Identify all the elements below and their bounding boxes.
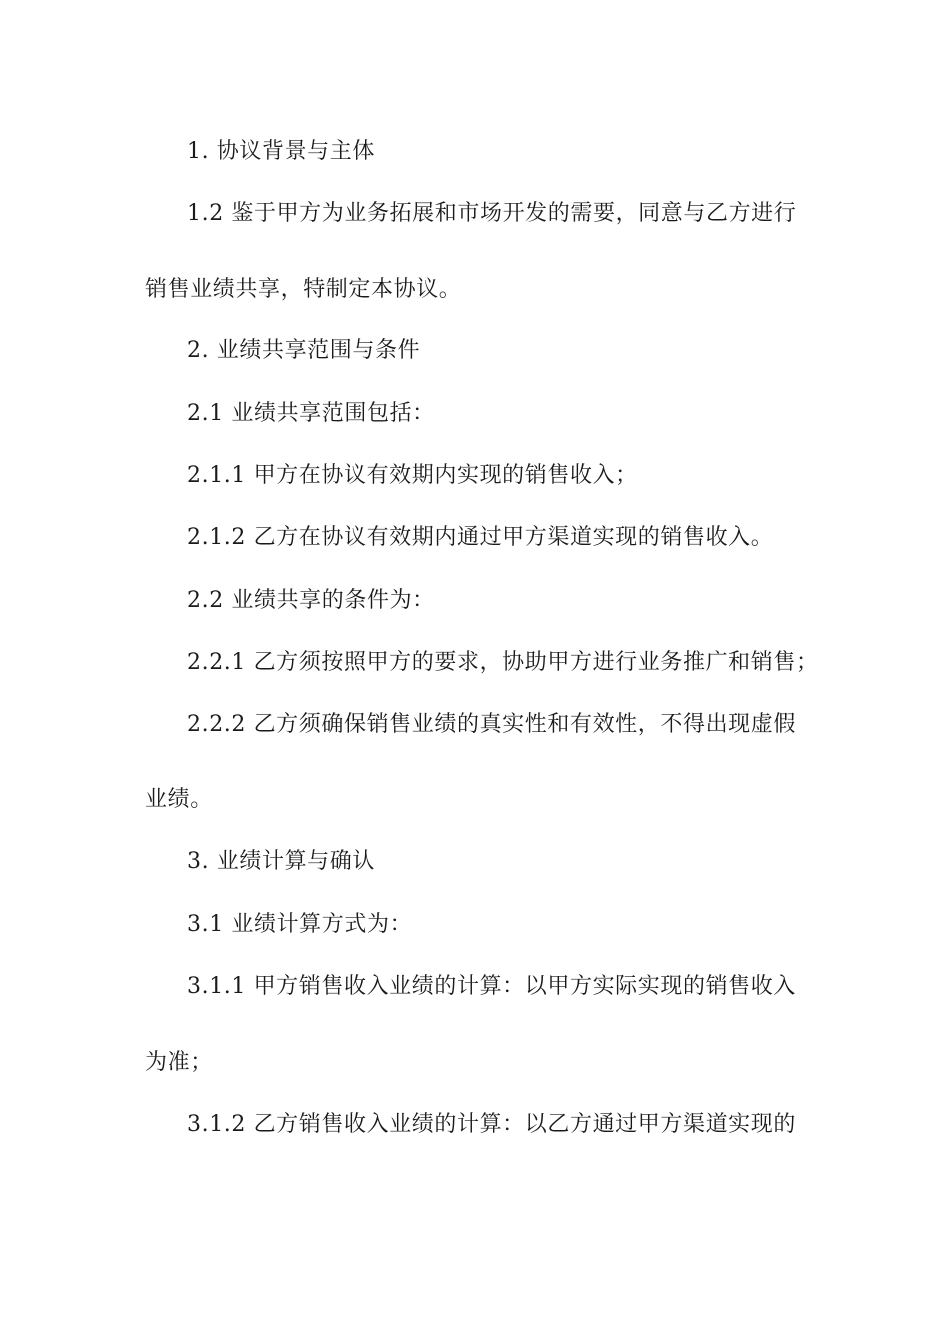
clause-3-1-1-line-1: 3.1.1 甲方销售收入业绩的计算：以甲方实际实现的销售收入	[187, 974, 796, 999]
heading-3: 3. 业绩计算与确认	[187, 849, 375, 874]
clause-2-1: 2.1 业绩共享范围包括：	[187, 401, 435, 426]
clause-2-2-1: 2.2.1 乙方须按照甲方的要求，协助甲方进行业务推广和销售；	[187, 650, 819, 675]
clause-2-2-2-line-1: 2.2.2 乙方须确保销售业绩的真实性和有效性，不得出现虚假	[187, 712, 796, 737]
clause-1-2-line-2: 销售业绩共享，特制定本协议。	[145, 277, 462, 302]
heading-1: 1. 协议背景与主体	[187, 139, 375, 164]
clause-3-1-2-line-1: 3.1.2 乙方销售收入业绩的计算：以乙方通过甲方渠道实现的	[187, 1112, 796, 1137]
clause-2-2-2-line-2: 业绩。	[145, 787, 213, 812]
clause-2-2: 2.2 业绩共享的条件为：	[187, 588, 435, 613]
clause-2-1-1: 2.1.1 甲方在协议有效期内实现的销售收入；	[187, 463, 638, 488]
clause-3-1-1-line-2: 为准；	[145, 1050, 213, 1075]
clause-1-2-line-1: 1.2 鉴于甲方为业务拓展和市场开发的需要，同意与乙方进行	[187, 201, 797, 226]
heading-2: 2. 业绩共享范围与条件	[187, 338, 421, 363]
clause-2-1-2: 2.1.2 乙方在协议有效期内通过甲方渠道实现的销售收入。	[187, 525, 774, 550]
clause-3-1: 3.1 业绩计算方式为：	[187, 912, 413, 937]
